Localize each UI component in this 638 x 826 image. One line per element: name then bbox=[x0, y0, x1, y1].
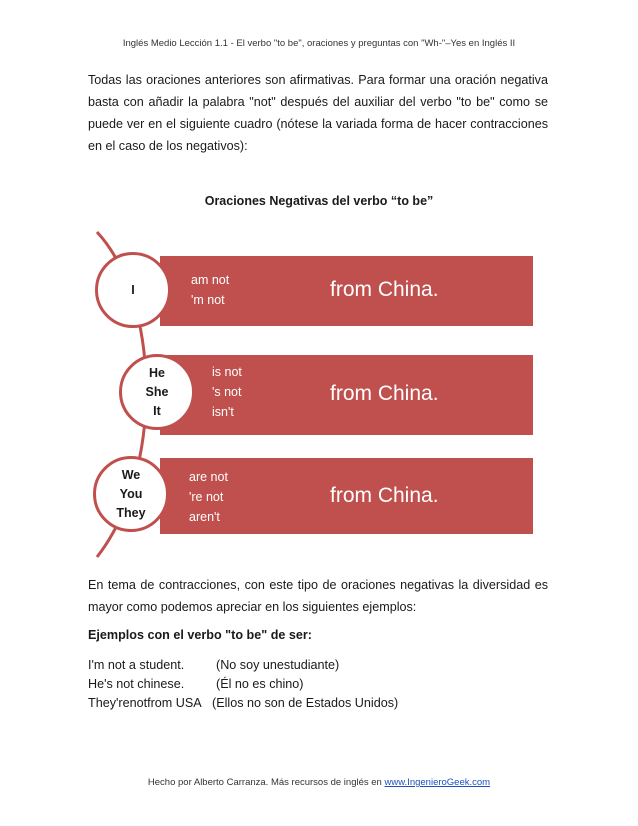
example-english: I'm not a student. bbox=[88, 658, 185, 672]
example-english: They'renotfrom USA bbox=[88, 696, 202, 710]
example-row bbox=[88, 656, 398, 675]
verb-form: 're not bbox=[189, 490, 224, 504]
contractions-paragraph: En tema de contracciones, con este tipo de oraciones negativas la diversidad es mayor como podemos apreciar en los siguientes ejemplos: bbox=[88, 578, 548, 614]
pronoun: She bbox=[145, 384, 169, 399]
footer-link[interactable]: www.IngenieroGeek.com bbox=[384, 777, 491, 788]
example-spanish: (Él no es chino) bbox=[216, 677, 304, 691]
phrase-2: from China. bbox=[330, 382, 439, 405]
verb-form: am not bbox=[191, 273, 230, 287]
intro-paragraph: Todas las oraciones anteriores son afirmativas. Para formar una oración negativa basta con añadir la palabra "not" después del auxiliar del verbo "to be" como se puede ver en el siguiente cuadro (nótese la variada forma de hacer contracciones en el caso de los negativos): bbox=[88, 73, 548, 153]
diagram-title: Oraciones Negativas del verbo “to be” bbox=[204, 194, 434, 208]
verb-form: aren't bbox=[189, 510, 220, 524]
phrase-1: from China. bbox=[330, 278, 439, 301]
pronoun: He bbox=[149, 365, 165, 380]
pronoun-circle-1 bbox=[95, 252, 171, 328]
page-header: Inglés Medio Lección 1.1 - El verbo "to be", oraciones y preguntas con "Wh-"–Yes en Inglés II bbox=[122, 38, 516, 49]
verb-forms-1 bbox=[191, 270, 229, 310]
pronoun: They bbox=[116, 505, 146, 520]
phrase-3: from China. bbox=[330, 484, 439, 507]
verb-form: is not bbox=[212, 365, 242, 379]
verb-forms-3 bbox=[189, 467, 228, 527]
example-row bbox=[88, 694, 398, 713]
example-spanish: (No soy unestudiante) bbox=[216, 658, 340, 672]
verb-forms-2 bbox=[212, 362, 242, 422]
footer-text: Hecho por Alberto Carranza. Más recursos de inglés en bbox=[147, 777, 385, 788]
verb-form: isn't bbox=[212, 405, 234, 419]
verb-form: 's not bbox=[212, 385, 242, 399]
examples-list bbox=[88, 656, 398, 713]
pronoun-circle-3 bbox=[93, 456, 169, 532]
pronoun: We bbox=[121, 467, 141, 482]
pronoun: I bbox=[131, 282, 135, 297]
example-english: He's not chinese. bbox=[88, 677, 185, 691]
diagram-row-3 bbox=[160, 458, 533, 534]
diagram-row-2 bbox=[160, 355, 533, 435]
verb-form: are not bbox=[189, 470, 228, 484]
page-footer bbox=[0, 777, 638, 788]
pronoun: It bbox=[153, 403, 161, 418]
pronoun: You bbox=[119, 486, 143, 501]
pronoun-circle-2 bbox=[119, 354, 195, 430]
examples-title: Ejemplos con el verbo "to be" de ser: bbox=[88, 628, 312, 642]
diagram-row-1 bbox=[160, 256, 533, 326]
example-spanish: (Ellos no son de Estados Unidos) bbox=[212, 696, 399, 710]
example-row bbox=[88, 675, 398, 694]
verb-form: 'm not bbox=[191, 293, 225, 307]
